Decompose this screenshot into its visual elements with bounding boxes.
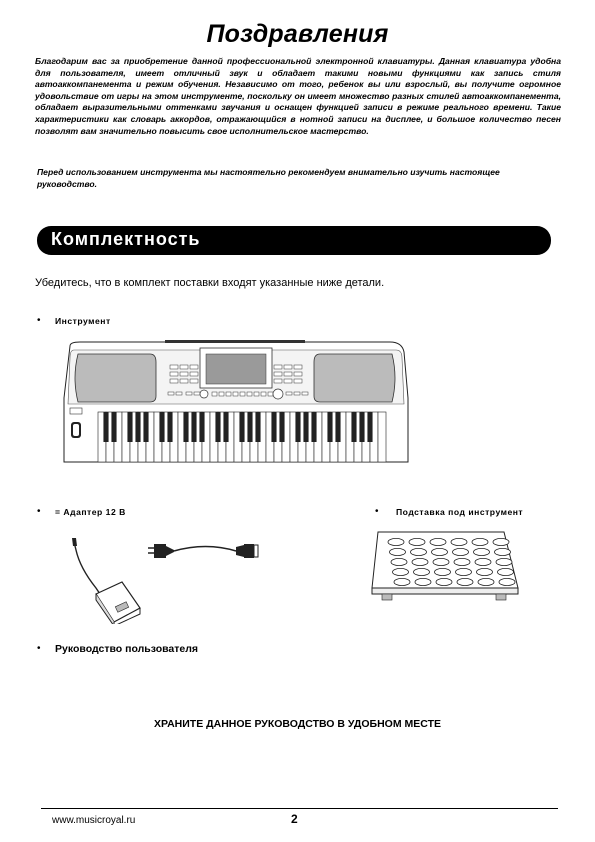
stand-hole — [493, 538, 509, 545]
black-key — [183, 412, 188, 442]
black-key — [279, 412, 284, 442]
black-key — [247, 412, 252, 442]
footer-url[interactable]: www.musicroyal.ru — [52, 815, 136, 826]
stand-hole — [415, 578, 431, 585]
black-key — [255, 412, 260, 442]
music-stand-illustration — [368, 528, 524, 604]
black-key — [351, 412, 356, 442]
black-key — [239, 412, 244, 442]
stand-hole — [495, 548, 511, 555]
black-key — [127, 412, 132, 442]
stand-hole — [498, 568, 514, 575]
black-key — [135, 412, 140, 442]
stand-hole — [393, 568, 409, 575]
intro-paragraph: Благодарим вас за приобретение данной профессиональной электронной клавиатуры. Данная клавиатура удобна для пользователя, имеет отличный звук и обладает такими новыми функциями как запись стиля автоаккомпанемента и режим обучения. Независимо от того, ребенок вы или взрослый, вы получите огромное удовольствие от игры на этом инструменте, поскольку он имеет множество разных стилей автоаккомпанемента, обладает выразительными оттенками звучания и оснащен функцией записи в режиме реального времени. Такие характеристики как словарь аккордов, отражающийся в нотной записи на дисплее, и большое количество песен позволят вам значительно повысить свое исполнительское мастерство. — [35, 56, 561, 136]
keyboard-illustration — [60, 338, 412, 466]
stand-hole — [430, 538, 446, 545]
stand-hole — [472, 538, 488, 545]
black-key — [303, 412, 308, 442]
item-adapter-label: = Адаптер 12 В — [55, 507, 126, 517]
page-number: 2 — [291, 812, 298, 826]
stand-hole — [454, 558, 470, 565]
stand-hole — [435, 568, 451, 575]
black-key — [327, 412, 332, 442]
stand-hole — [412, 558, 428, 565]
power-cord-illustration — [146, 538, 268, 564]
black-key — [359, 412, 364, 442]
black-key — [199, 412, 204, 442]
black-key — [335, 412, 340, 442]
black-key — [311, 412, 316, 442]
stand-hole — [394, 578, 410, 585]
stand-hole — [453, 548, 469, 555]
black-key — [103, 412, 108, 442]
black-key — [111, 412, 116, 442]
stand-hole — [390, 548, 406, 555]
stand-hole — [478, 578, 494, 585]
stand-hole — [433, 558, 449, 565]
black-key — [167, 412, 172, 442]
black-key — [295, 412, 300, 442]
contents-lead-text: Убедитесь, что в комплект поставки входят указанные ниже детали. — [35, 277, 385, 289]
bullet-stand: • — [375, 506, 379, 517]
black-key — [191, 412, 196, 442]
black-key — [159, 412, 164, 442]
stand-hole — [432, 548, 448, 555]
power-adapter-illustration — [66, 538, 146, 624]
item-stand-label: Подставка под инструмент — [396, 507, 524, 517]
stand-hole — [496, 558, 512, 565]
stand-hole — [499, 578, 515, 585]
section-title: Комплектность — [51, 229, 201, 249]
stand-hole — [436, 578, 452, 585]
stand-hole — [451, 538, 467, 545]
black-key — [367, 412, 372, 442]
stand-hole — [475, 558, 491, 565]
stand-hole — [391, 558, 407, 565]
black-key — [215, 412, 220, 442]
stand-hole — [456, 568, 472, 575]
keep-manual-notice: ХРАНИТЕ ДАННОЕ РУКОВОДСТВО В УДОБНОМ МЕСТЕ — [154, 718, 441, 730]
stand-hole — [474, 548, 490, 555]
black-key — [143, 412, 148, 442]
section-header-bar — [37, 226, 551, 255]
stand-hole — [477, 568, 493, 575]
page-title: Поздравления — [206, 20, 389, 48]
bullet-instrument: • — [37, 315, 41, 326]
stand-hole — [388, 538, 404, 545]
stand-hole — [411, 548, 427, 555]
footer-divider — [41, 808, 558, 809]
bullet-manual: • — [37, 643, 41, 654]
black-key — [271, 412, 276, 442]
bullet-adapter: • — [37, 506, 41, 517]
stand-hole — [409, 538, 425, 545]
stand-hole — [457, 578, 473, 585]
item-manual-label: Руководство пользователя — [55, 643, 199, 655]
white-key — [378, 412, 386, 462]
usage-note: Перед использованием инструмента мы настоятельно рекомендуем внимательно изучить настоящее руководство. — [37, 167, 500, 189]
black-key — [223, 412, 228, 442]
item-instrument-label: Инструмент — [55, 316, 111, 326]
stand-hole — [414, 568, 430, 575]
